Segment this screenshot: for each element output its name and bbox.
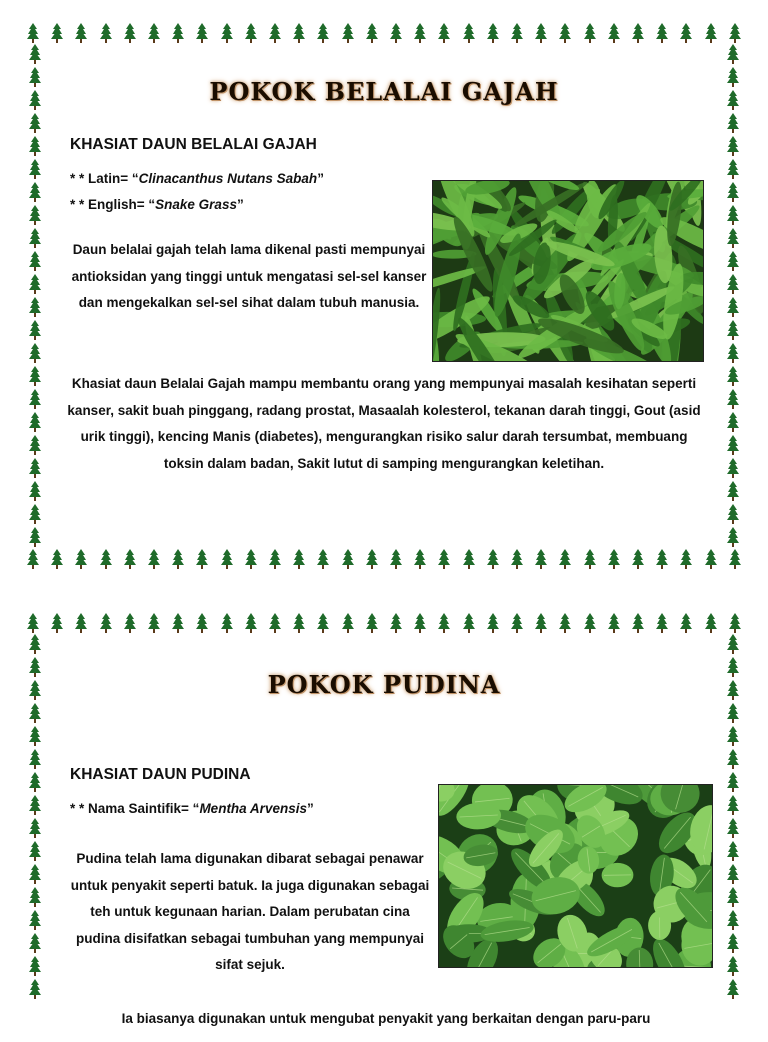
pine-tree-icon xyxy=(583,613,597,633)
pine-tree-icon xyxy=(28,228,42,248)
scientific-value: Mentha Arvensis xyxy=(199,801,307,816)
pine-tree-icon xyxy=(147,549,161,569)
english-name-line xyxy=(70,197,244,212)
pine-tree-icon xyxy=(341,23,355,43)
pine-tree-icon xyxy=(28,841,42,861)
pine-tree-icon xyxy=(726,435,740,455)
pine-tree-icon xyxy=(726,182,740,202)
pine-tree-icon xyxy=(171,23,185,43)
pine-tree-icon xyxy=(28,458,42,478)
pine-tree-icon xyxy=(437,23,451,43)
pine-tree-icon xyxy=(123,613,137,633)
pine-tree-icon xyxy=(631,549,645,569)
pine-tree-icon xyxy=(28,251,42,271)
pudina-photo xyxy=(438,784,713,968)
pine-tree-icon xyxy=(341,549,355,569)
pine-tree-icon xyxy=(679,549,693,569)
latin-name-line xyxy=(70,171,324,186)
pine-tree-icon xyxy=(413,613,427,633)
pine-tree-icon xyxy=(28,389,42,409)
pine-tree-icon xyxy=(244,23,258,43)
pine-tree-icon xyxy=(389,23,403,43)
pine-tree-icon xyxy=(195,549,209,569)
pine-tree-icon xyxy=(268,23,282,43)
pine-tree-icon xyxy=(558,23,572,43)
pine-tree-icon xyxy=(365,549,379,569)
pine-tree-icon xyxy=(28,297,42,317)
pine-tree-icon xyxy=(510,23,524,43)
pine-tree-icon xyxy=(123,23,137,43)
english-suffix: ” xyxy=(237,197,244,212)
pine-tree-icon xyxy=(195,23,209,43)
intro-paragraph: Daun belalai gajah telah lama dikenal pasti mempunyai antioksidan yang tinggi untuk mengatasi sel-sel kanser dan mengekalkan sel-sel sihat dalam tubuh manusia. xyxy=(70,237,428,317)
pine-tree-icon xyxy=(726,458,740,478)
pine-tree-icon xyxy=(726,481,740,501)
pine-tree-icon xyxy=(147,613,161,633)
pine-tree-icon xyxy=(510,549,524,569)
pine-tree-icon xyxy=(28,205,42,225)
pine-tree-icon xyxy=(341,613,355,633)
pine-tree-icon xyxy=(28,274,42,294)
pine-tree-icon xyxy=(726,979,740,999)
pine-tree-icon xyxy=(28,320,42,340)
pine-tree-icon xyxy=(28,136,42,156)
pine-tree-icon xyxy=(292,23,306,43)
pine-tree-icon xyxy=(726,703,740,723)
pine-tree-icon xyxy=(50,23,64,43)
pine-tree-icon xyxy=(28,726,42,746)
pine-tree-icon xyxy=(316,23,330,43)
pine-tree-icon xyxy=(28,933,42,953)
pine-tree-icon xyxy=(726,504,740,524)
latin-value: Clinacanthus Nutans Sabah xyxy=(139,171,318,186)
pine-tree-icon xyxy=(726,343,740,363)
pine-tree-icon xyxy=(726,274,740,294)
pine-tree-icon xyxy=(726,251,740,271)
pine-tree-icon xyxy=(28,818,42,838)
belalai-gajah-photo xyxy=(432,180,704,362)
pine-tree-icon xyxy=(28,956,42,976)
pine-tree-icon xyxy=(99,549,113,569)
latin-label: * * Latin= “ xyxy=(70,171,139,186)
pine-tree-icon xyxy=(726,772,740,792)
pine-tree-icon xyxy=(74,549,88,569)
pine-tree-icon xyxy=(28,864,42,884)
pine-tree-icon xyxy=(28,44,42,64)
pine-tree-icon xyxy=(726,864,740,884)
pine-tree-icon xyxy=(726,320,740,340)
pine-tree-icon xyxy=(679,613,693,633)
pine-tree-icon xyxy=(462,549,476,569)
pine-tree-icon xyxy=(726,910,740,930)
english-value: Snake Grass xyxy=(155,197,237,212)
pine-tree-icon xyxy=(726,818,740,838)
pine-tree-icon xyxy=(50,613,64,633)
pine-tree-icon xyxy=(268,613,282,633)
pine-tree-icon xyxy=(365,23,379,43)
pine-tree-icon xyxy=(462,23,476,43)
pine-tree-icon xyxy=(365,613,379,633)
tree-border-top xyxy=(26,612,742,634)
pine-tree-icon xyxy=(50,549,64,569)
pine-tree-icon xyxy=(534,549,548,569)
pine-tree-icon xyxy=(631,23,645,43)
pine-tree-icon xyxy=(99,613,113,633)
pine-tree-icon xyxy=(726,44,740,64)
pine-tree-icon xyxy=(726,136,740,156)
section-card-belalai-gajah xyxy=(26,22,742,570)
pine-tree-icon xyxy=(726,389,740,409)
pine-tree-icon xyxy=(28,435,42,455)
scientific-suffix: ” xyxy=(307,801,314,816)
pine-tree-icon xyxy=(655,613,669,633)
pine-tree-icon xyxy=(292,549,306,569)
pine-tree-icon xyxy=(220,23,234,43)
pine-tree-icon xyxy=(726,527,740,547)
section-heading: KHASIAT DAUN BELALAI GAJAH xyxy=(70,136,317,154)
pine-tree-icon xyxy=(28,504,42,524)
pine-tree-icon xyxy=(486,23,500,43)
scientific-name-line xyxy=(70,801,314,816)
pine-tree-icon xyxy=(583,23,597,43)
english-label: * * English= “ xyxy=(70,197,155,212)
pine-tree-icon xyxy=(726,634,740,654)
pine-tree-icon xyxy=(726,297,740,317)
pine-tree-icon xyxy=(655,23,669,43)
pine-tree-icon xyxy=(28,412,42,432)
pine-tree-icon xyxy=(437,549,451,569)
pine-tree-icon xyxy=(726,726,740,746)
pine-tree-icon xyxy=(534,23,548,43)
pine-tree-icon xyxy=(704,549,718,569)
pine-tree-icon xyxy=(534,613,548,633)
section-title: POKOK BELALAI GAJAH xyxy=(26,77,742,106)
pine-tree-icon xyxy=(655,549,669,569)
pine-tree-icon xyxy=(316,549,330,569)
pine-tree-icon xyxy=(486,613,500,633)
pine-tree-icon xyxy=(244,549,258,569)
benefits-paragraph: Khasiat daun Belalai Gajah mampu membantu orang yang mempunyai masalah kesihatan seperti kanser, sakit buah pinggang, radang prostat, Masaalah kolesterol, tekanan darah tinggi, Gout (asid urik tinggi), kencing Manis (diabetes), mengurangkan risiko salur darah tersumbat, membuang toksin dalam badan, Sakit lutut di samping mengurangkan keletihan. xyxy=(66,371,702,477)
section-heading: KHASIAT DAUN PUDINA xyxy=(70,766,251,784)
pine-tree-icon xyxy=(389,613,403,633)
pine-tree-icon xyxy=(726,933,740,953)
pine-tree-icon xyxy=(28,703,42,723)
pine-tree-icon xyxy=(704,613,718,633)
pine-tree-icon xyxy=(28,182,42,202)
section-title: POKOK PUDINA xyxy=(26,670,742,699)
pine-tree-icon xyxy=(220,613,234,633)
pine-tree-icon xyxy=(704,23,718,43)
latin-suffix: ” xyxy=(317,171,324,186)
pine-tree-icon xyxy=(28,910,42,930)
pine-tree-icon xyxy=(74,23,88,43)
pine-tree-icon xyxy=(28,795,42,815)
pine-tree-icon xyxy=(413,549,427,569)
pine-tree-icon xyxy=(726,205,740,225)
pine-tree-icon xyxy=(726,749,740,769)
pine-tree-icon xyxy=(726,956,740,976)
pine-tree-icon xyxy=(631,613,645,633)
pine-tree-icon xyxy=(28,749,42,769)
pine-tree-icon xyxy=(28,887,42,907)
pine-tree-icon xyxy=(28,366,42,386)
pine-tree-icon xyxy=(462,613,476,633)
pine-tree-icon xyxy=(28,481,42,501)
pine-tree-icon xyxy=(726,887,740,907)
pine-tree-icon xyxy=(486,549,500,569)
pine-tree-icon xyxy=(292,613,306,633)
pine-tree-icon xyxy=(437,613,451,633)
pine-tree-icon xyxy=(74,613,88,633)
pine-tree-icon xyxy=(28,772,42,792)
pine-tree-icon xyxy=(171,613,185,633)
pine-tree-icon xyxy=(171,549,185,569)
pine-tree-icon xyxy=(28,979,42,999)
pine-tree-icon xyxy=(726,228,740,248)
pine-tree-icon xyxy=(28,527,42,547)
pine-tree-icon xyxy=(244,613,258,633)
pine-tree-icon xyxy=(726,412,740,432)
pine-tree-icon xyxy=(679,23,693,43)
pine-tree-icon xyxy=(726,159,740,179)
tree-border-top xyxy=(26,22,742,44)
pine-tree-icon xyxy=(607,549,621,569)
pine-tree-icon xyxy=(268,549,282,569)
pine-tree-icon xyxy=(316,613,330,633)
pine-tree-icon xyxy=(28,634,42,654)
pine-tree-icon xyxy=(726,795,740,815)
pine-tree-icon xyxy=(607,23,621,43)
usage-paragraph: Ia biasanya digunakan untuk mengubat penyakit yang berkaitan dengan paru-paru xyxy=(66,1006,706,1033)
pine-tree-icon xyxy=(726,366,740,386)
pine-tree-icon xyxy=(510,613,524,633)
scientific-label: * * Nama Saintifik= “ xyxy=(70,801,199,816)
pine-tree-icon xyxy=(195,613,209,633)
pine-tree-icon xyxy=(413,23,427,43)
pine-tree-icon xyxy=(389,549,403,569)
pine-tree-icon xyxy=(220,549,234,569)
pine-tree-icon xyxy=(123,549,137,569)
pine-tree-icon xyxy=(583,549,597,569)
pine-tree-icon xyxy=(28,159,42,179)
pine-tree-icon xyxy=(558,613,572,633)
section-card-pudina xyxy=(26,612,742,1042)
pine-tree-icon xyxy=(558,549,572,569)
tree-border-bottom xyxy=(26,548,742,570)
pine-tree-icon xyxy=(28,113,42,133)
pine-tree-icon xyxy=(726,113,740,133)
pine-tree-icon xyxy=(99,23,113,43)
pine-tree-icon xyxy=(607,613,621,633)
pine-tree-icon xyxy=(28,343,42,363)
pine-tree-icon xyxy=(726,841,740,861)
intro-paragraph: Pudina telah lama digunakan dibarat sebagai penawar untuk penyakit seperti batuk. Ia juga digunakan sebagai teh untuk kegunaan harian. Dalam perubatan cina pudina disifatkan sebagai tumbuhan yang mempunyai sifat sejuk. xyxy=(70,846,430,979)
pine-tree-icon xyxy=(147,23,161,43)
